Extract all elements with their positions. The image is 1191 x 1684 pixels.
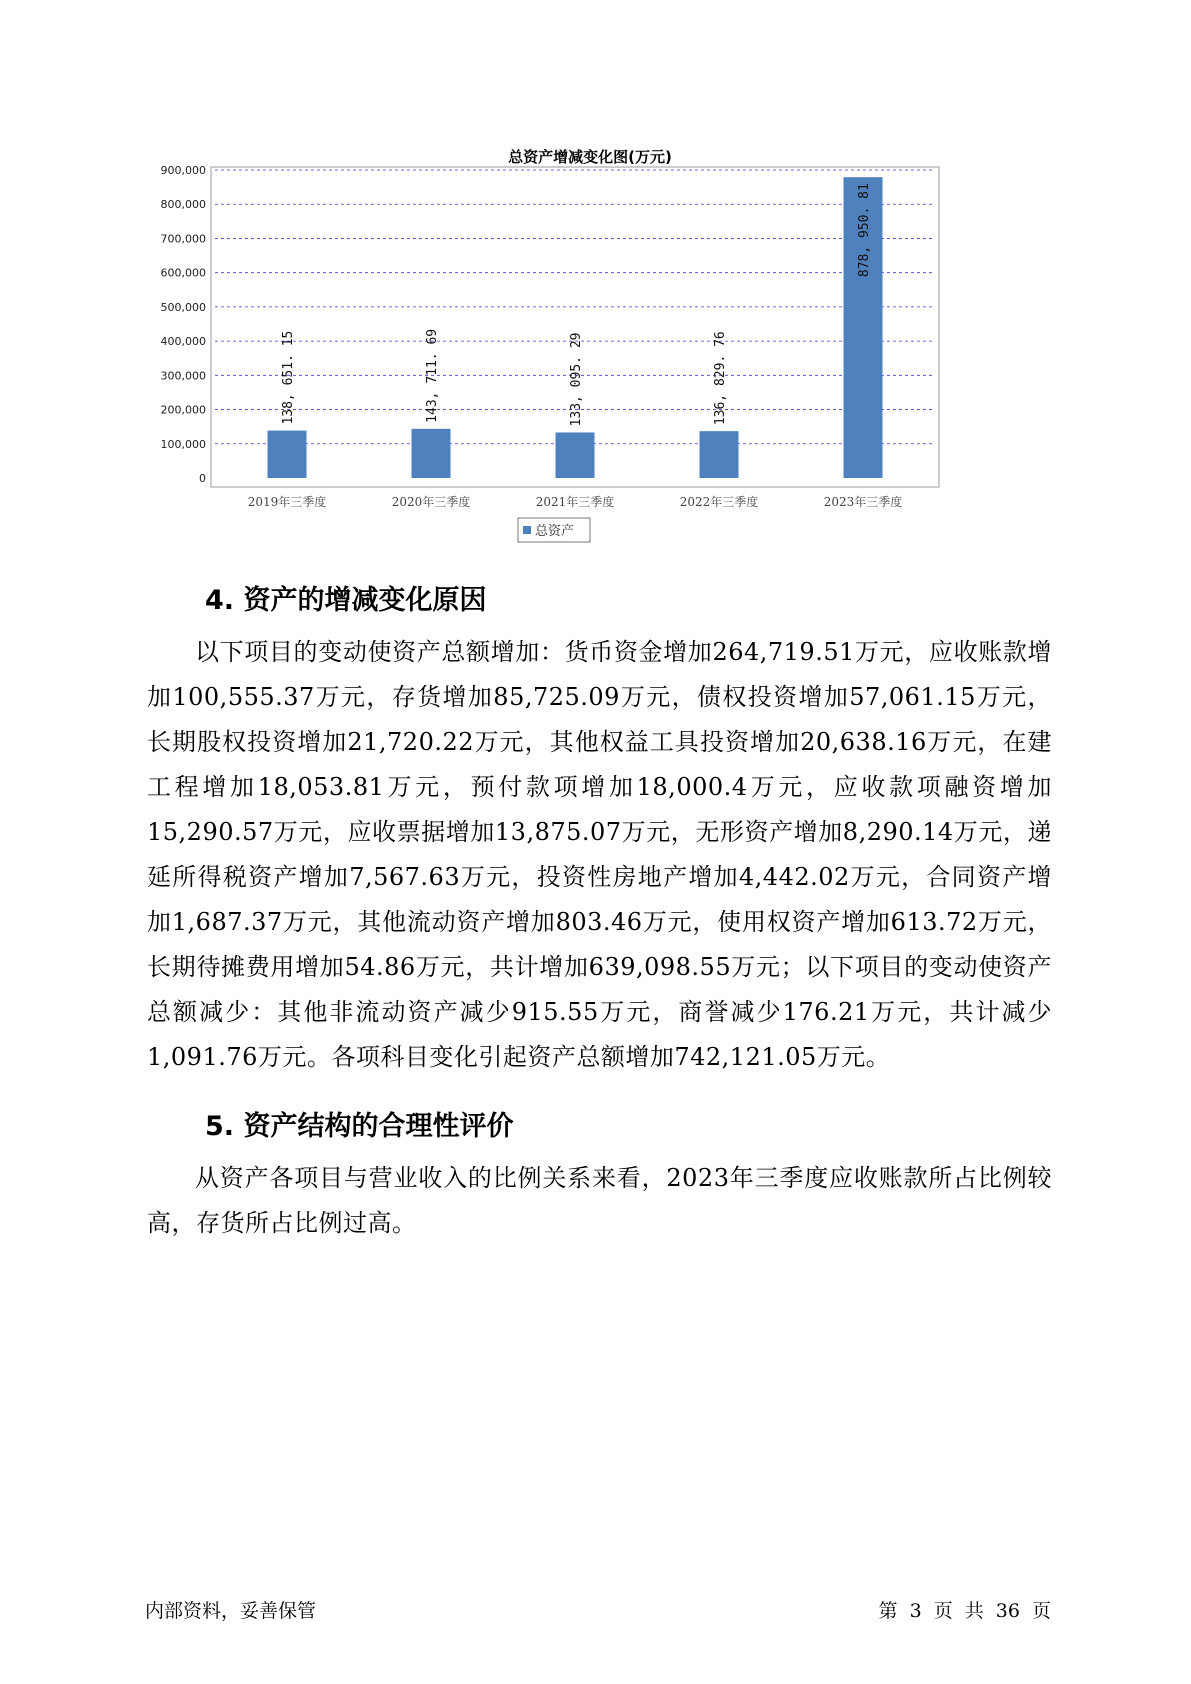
bar-value-label: 143, 711. 69 bbox=[425, 328, 440, 423]
y-tick-label: 100,000 bbox=[160, 437, 206, 451]
y-tick-label: 400,000 bbox=[160, 335, 206, 349]
x-tick-label: 2019年三季度 bbox=[247, 495, 327, 509]
section-4-heading: 4. 资产的增减变化原因 bbox=[205, 585, 487, 616]
bar-value-label: 138, 651. 15 bbox=[281, 330, 296, 425]
y-tick-label: 200,000 bbox=[160, 403, 206, 417]
footer-confidential-note: 内部资料，妥善保管 bbox=[145, 1600, 317, 1622]
y-tick-label: 900,000 bbox=[160, 164, 206, 177]
y-tick-label: 300,000 bbox=[160, 369, 206, 383]
footer-page-number: 第 3 页 共 36 页 bbox=[878, 1600, 1051, 1622]
x-tick-label: 2021年三季度 bbox=[535, 495, 615, 509]
chart-title: 总资产增减变化图(万元) bbox=[508, 148, 672, 166]
y-tick-label: 700,000 bbox=[160, 232, 206, 246]
section-5-paragraph: 从资产各项目与营业收入的比例关系来看，2023年三季度应收账款所占比例较高，存货所占比例过高。 bbox=[147, 1164, 1052, 1237]
y-tick-label: 800,000 bbox=[160, 198, 206, 212]
bar bbox=[268, 431, 307, 478]
total-assets-chart bbox=[150, 140, 1030, 600]
x-tick-label: 2022年三季度 bbox=[679, 495, 759, 509]
chart-canvas bbox=[150, 140, 1030, 600]
x-tick-label: 2020年三季度 bbox=[391, 495, 471, 509]
bar-value-label: 133, 095. 29 bbox=[569, 332, 584, 427]
section-4-paragraph: 以下项目的变动使资产总额增加：货币资金增加264,719.51万元，应收账款增加100,555.37万元，存货增加85,725.09万元，债权投资增加57,061.15万元，长期股权投资增加21,720.22万元，其他权益工具投资增加20,638.16万元，在建工程增加18,053.81万元，预付款项增加18,000.4万元，应收款项融资增加15,290.57万元，应收票据增加13,875.07万元，无形资产增加8,290.14万元，递延所得税资产增加7,567.63万元，投资性房地产增加4,442.02万元，合同资产增加1,687.37万元，其他流动资产增加803.46万元，使用权资产增加613.72万元，长期待摊费用增加54.86万元，共计增加639,098.55万元；以下项目的变动使资产总额减少：其他非流动资产减少915.55万元，商誉减少176.21万元，共计减少1,091.76万元。各项科目变化引起资产总额增加742,121.05万元。 bbox=[147, 638, 1052, 1071]
section-5-heading: 5. 资产结构的合理性评价 bbox=[205, 1111, 514, 1142]
y-tick-label: 0 bbox=[199, 472, 206, 485]
y-tick-label: 600,000 bbox=[160, 266, 206, 280]
x-tick-label: 2023年三季度 bbox=[823, 495, 903, 509]
legend-label: 总资产 bbox=[535, 524, 575, 539]
legend-swatch bbox=[523, 526, 531, 534]
bar bbox=[412, 429, 451, 478]
bar bbox=[700, 431, 739, 478]
bar bbox=[556, 432, 595, 478]
bar-value-label: 136, 829. 76 bbox=[713, 331, 728, 426]
bar-value-label: 878, 950. 81 bbox=[857, 183, 872, 278]
y-tick-label: 500,000 bbox=[160, 300, 206, 314]
